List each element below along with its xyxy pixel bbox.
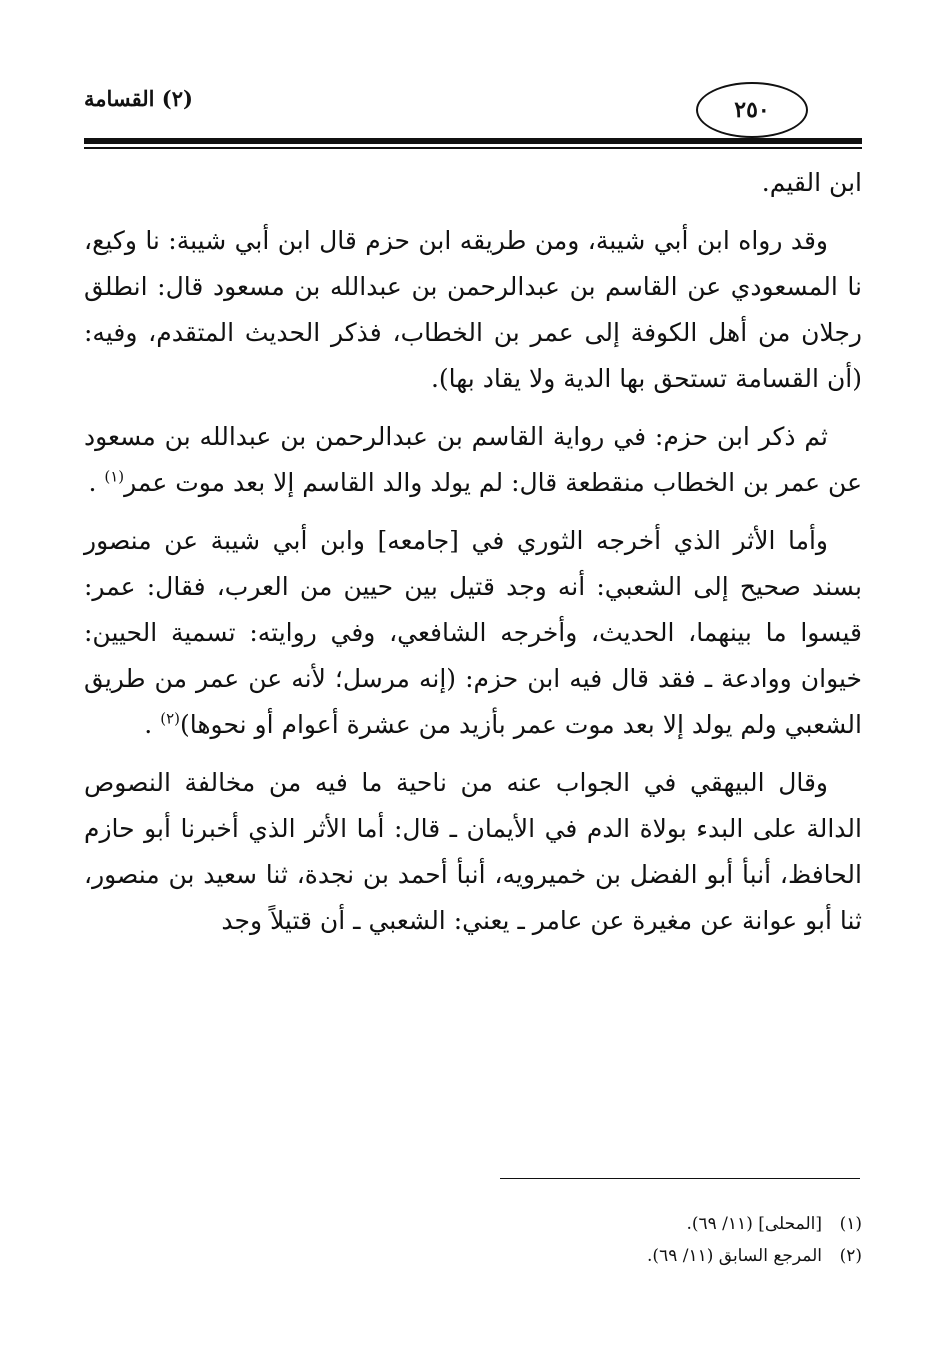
paragraph-tail: . [88,468,105,497]
paragraph-text: ثم ذكر ابن حزم: في رواية القاسم بن عبدالرحمن بن عبدالله بن مسعود عن عمر بن الخطاب منقطعة قال: لم يولد والد القاسم إلا بعد موت عمر [84,422,862,497]
paragraph-1 [84,160,862,206]
footnote-number: (١) [839,1214,862,1234]
paragraph-5 [84,760,862,944]
footnote-separator [500,1178,860,1179]
page-header [84,74,862,154]
header-rule-thin [84,147,862,149]
paragraph-text: ابن القيم. [761,168,862,197]
running-title: (٢) القسامة [84,86,193,111]
footnote-reference[interactable]: (١) [104,467,125,486]
paragraph-text: وأما الأثر الذي أخرجه الثوري في [جامعه] وابن أبي شيبة عن منصور بسند صحيح إلى الشعبي: أنه وجد قتيل بين حيين من العرب، فقال: عمر: قيسوا ما بينهما، الحديث، وأخرجه الشافعي، وفي روايته: تسمية الحيين: خيوان ووادعة ـ فقد قال فيه ابن حزم: (إنه مرسل؛ لأنه عن عمر من طريق الشعبي ولم يولد إلا بعد موت عمر بأزيد من عشرة أعوام أو نحوها) [84,526,862,739]
paragraph-4 [84,518,862,748]
paragraph-text: وقال البيهقي في الجواب عنه من ناحية ما فيه من مخالفة النصوص الدالة على البدء بولاة الدم في الأيمان ـ قال: أما الأثر الذي أخبرنا أبو حازم الحافظ، أنبأ أبو الفضل بن خميرويه، أنبأ أحمد بن نجدة، ثنا سعيد بن منصور، ثنا أبو عوانة عن مغيرة عن عامر ـ يعني: الشعبي ـ أن قتيلاً وجد [84,768,862,935]
paragraph-text: وقد رواه ابن أبي شيبة، ومن طريقه ابن حزم قال ابن أبي شيبة: نا وكيع، نا المسعودي عن القاسم بن عبدالرحمن بن عبدالله بن مسعود قال: انطلق رجلان من أهل الكوفة إلى عمر بن الخطاب، فذكر الحديث المتقدم، وفيه: (أن القسامة تستحق بها الدية ولا يقاد بها). [84,226,862,393]
page-number: ٢٥٠ [696,82,808,138]
footnote-number: (٢) [839,1246,862,1266]
footnote-reference[interactable]: (٢) [160,709,180,728]
footnote-text: [المحلى] (١١/ ٦٩). [686,1214,822,1234]
footnote-1 [84,1208,862,1240]
paragraph-tail: . [144,710,161,739]
header-rule-thick [84,138,862,144]
footnote-2 [84,1240,862,1272]
footnotes [84,1208,862,1272]
paragraph-3 [84,414,862,506]
paragraph-2 [84,218,862,402]
footnote-text: المرجع السابق (١١/ ٦٩). [647,1246,822,1266]
body-text [84,160,862,956]
